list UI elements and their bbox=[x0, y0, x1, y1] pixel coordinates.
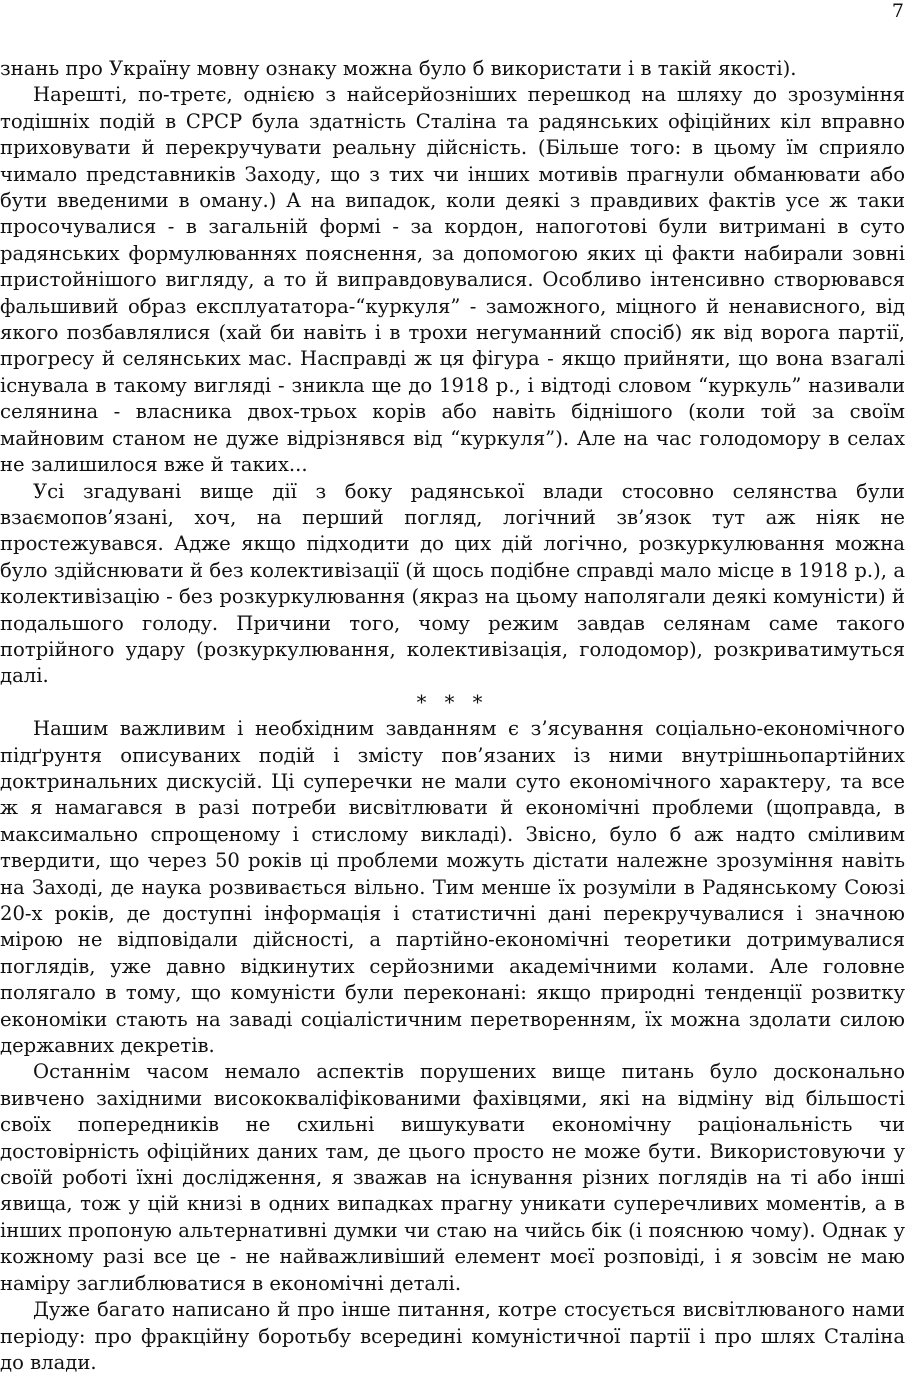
paragraph-6: Дуже багато написано й про інше питання, котре стосується висвітлюваного нами періоду: про фракційну боротьбу всередині комуністичної партії і про шлях Сталіна до влади. bbox=[0, 1298, 905, 1374]
paragraph-2: Нарешті, по-третє, однією з найсерйозніших перешкод на шляху до зрозуміння тодішніх подій в СРСР була здатність Сталіна та радянських офіційних кіл вправно приховувати й перекручувати реальну дійсність. (Більше того: в цьому їм сприяло чимало представників Заходу, що з тих чи інших мотивів прагнули обманювати або бути введеними в оману.) А на випадок, коли деякі з правдивих фактів усе ж таки просочувалися - в загальній формі - за кордон, напоготові були витримані в суто радянських формулюваннях пояснення, за допомогою яких ці факти набирали зовні пристойнішого вигляду, а то й виправдовувалися. Особливо інтенсивно створювався фальшивий образ експлуататора-“куркуля” - заможного, міцного й ненависного, від якого позбавлялися (хай би навіть і в трохи негуманний спосіб) як від ворога партії, прогресу й селянських мас. Насправді ж ця фігура - якщо прийняти, що вона взагалі існувала в такому вигляді - зникла ще до 1918 р., і відтоді словом “куркуль” називали селянина - власника двох-трьох корів або навіть біднішого (коли той за своїм майновим станом не дуже відрізнявся від “куркуля”). Але на час голодомору в селах не залишилося вже й таких... bbox=[0, 83, 905, 477]
paragraph-5: Останнім часом немало аспектів порушених вище питань було досконально вивчено західними висококваліфікованими фахівцями, які на відміну від більшості своїх попередників не схильні вишукувати економічну раціональність чи достовірність офіційних даних там, де цього просто не може бути. Використовуючи у своїй роботі їхні дослідження, я зважав на існування різних поглядів на ті або інші явища, тож у цій книзі в одних випадках прагну уникати суперечливих моментів, а в інших пропоную альтернативні думки чи стаю на чийсь бік (і пояснюю чому). Однак у кожному разі все це - не найважливіший елемент моєї розповіді, і я зовсім не маю наміру заглиблюватися в економічні деталі. bbox=[0, 1060, 905, 1295]
paragraph-1: знань про Україну мовну ознаку можна було б використати і в такій якості). bbox=[0, 57, 797, 80]
page-number: 7 bbox=[891, 0, 904, 22]
section-separator: * * * bbox=[416, 690, 489, 714]
paragraph-3: Усі згадувані вище дії з боку радянської влади стосовно селянства були взаємопов’язані, хоч, на перший погляд, логічний зв’язок тут аж ніяк не простежувався. Адже якщо підходити до цих дій логічно, розкуркулювання можна було здійснювати й без колективізації (й щось подібне справді мало місце в 1918 р.), а колективізацію - без розкуркулювання (якраз на цьому наполягали деякі комуністи) й подальшого голоду. Причини того, чому режим завдав селянам саме такого потрійного удару (розкуркулювання, колективізація, голодомор), розкриватимуться далі. bbox=[0, 479, 905, 688]
paragraph-4: Нашим важливим і необхідним завданням є з’ясування соціально-економічного підґрунтя описуваних подій і змісту пов’язаних із ними внутрішньопартійних доктринальних дискусій. Ці суперечки не мали суто економічного характеру, та все ж я намагався в разі потреби висвітлювати й економічні проблеми (щоправда, в максимально спрощеному і стислому викладі). Звісно, було б аж надто сміливим твердити, що через 50 років ці проблеми можуть дістати належне зрозуміння навіть на Заході, де наука розвивається вільно. Тим менше їх розуміли в Радянському Союзі 20-х років, де доступні інформація і статистичні дані перекручувалися і значною мірою не відповідали дійсності, а партійно-економічні теоретики дотримувалися поглядів, уже давно відкинутих серйозними академічними колами. Але головне полягало в тому, що комуністи були переконані: якщо природні тенденції розвитку економіки стають на заваді соціалістичним перетворенням, їх можна здолати силою державних декретів. bbox=[0, 717, 905, 1058]
main-text bbox=[0, 56, 905, 1376]
